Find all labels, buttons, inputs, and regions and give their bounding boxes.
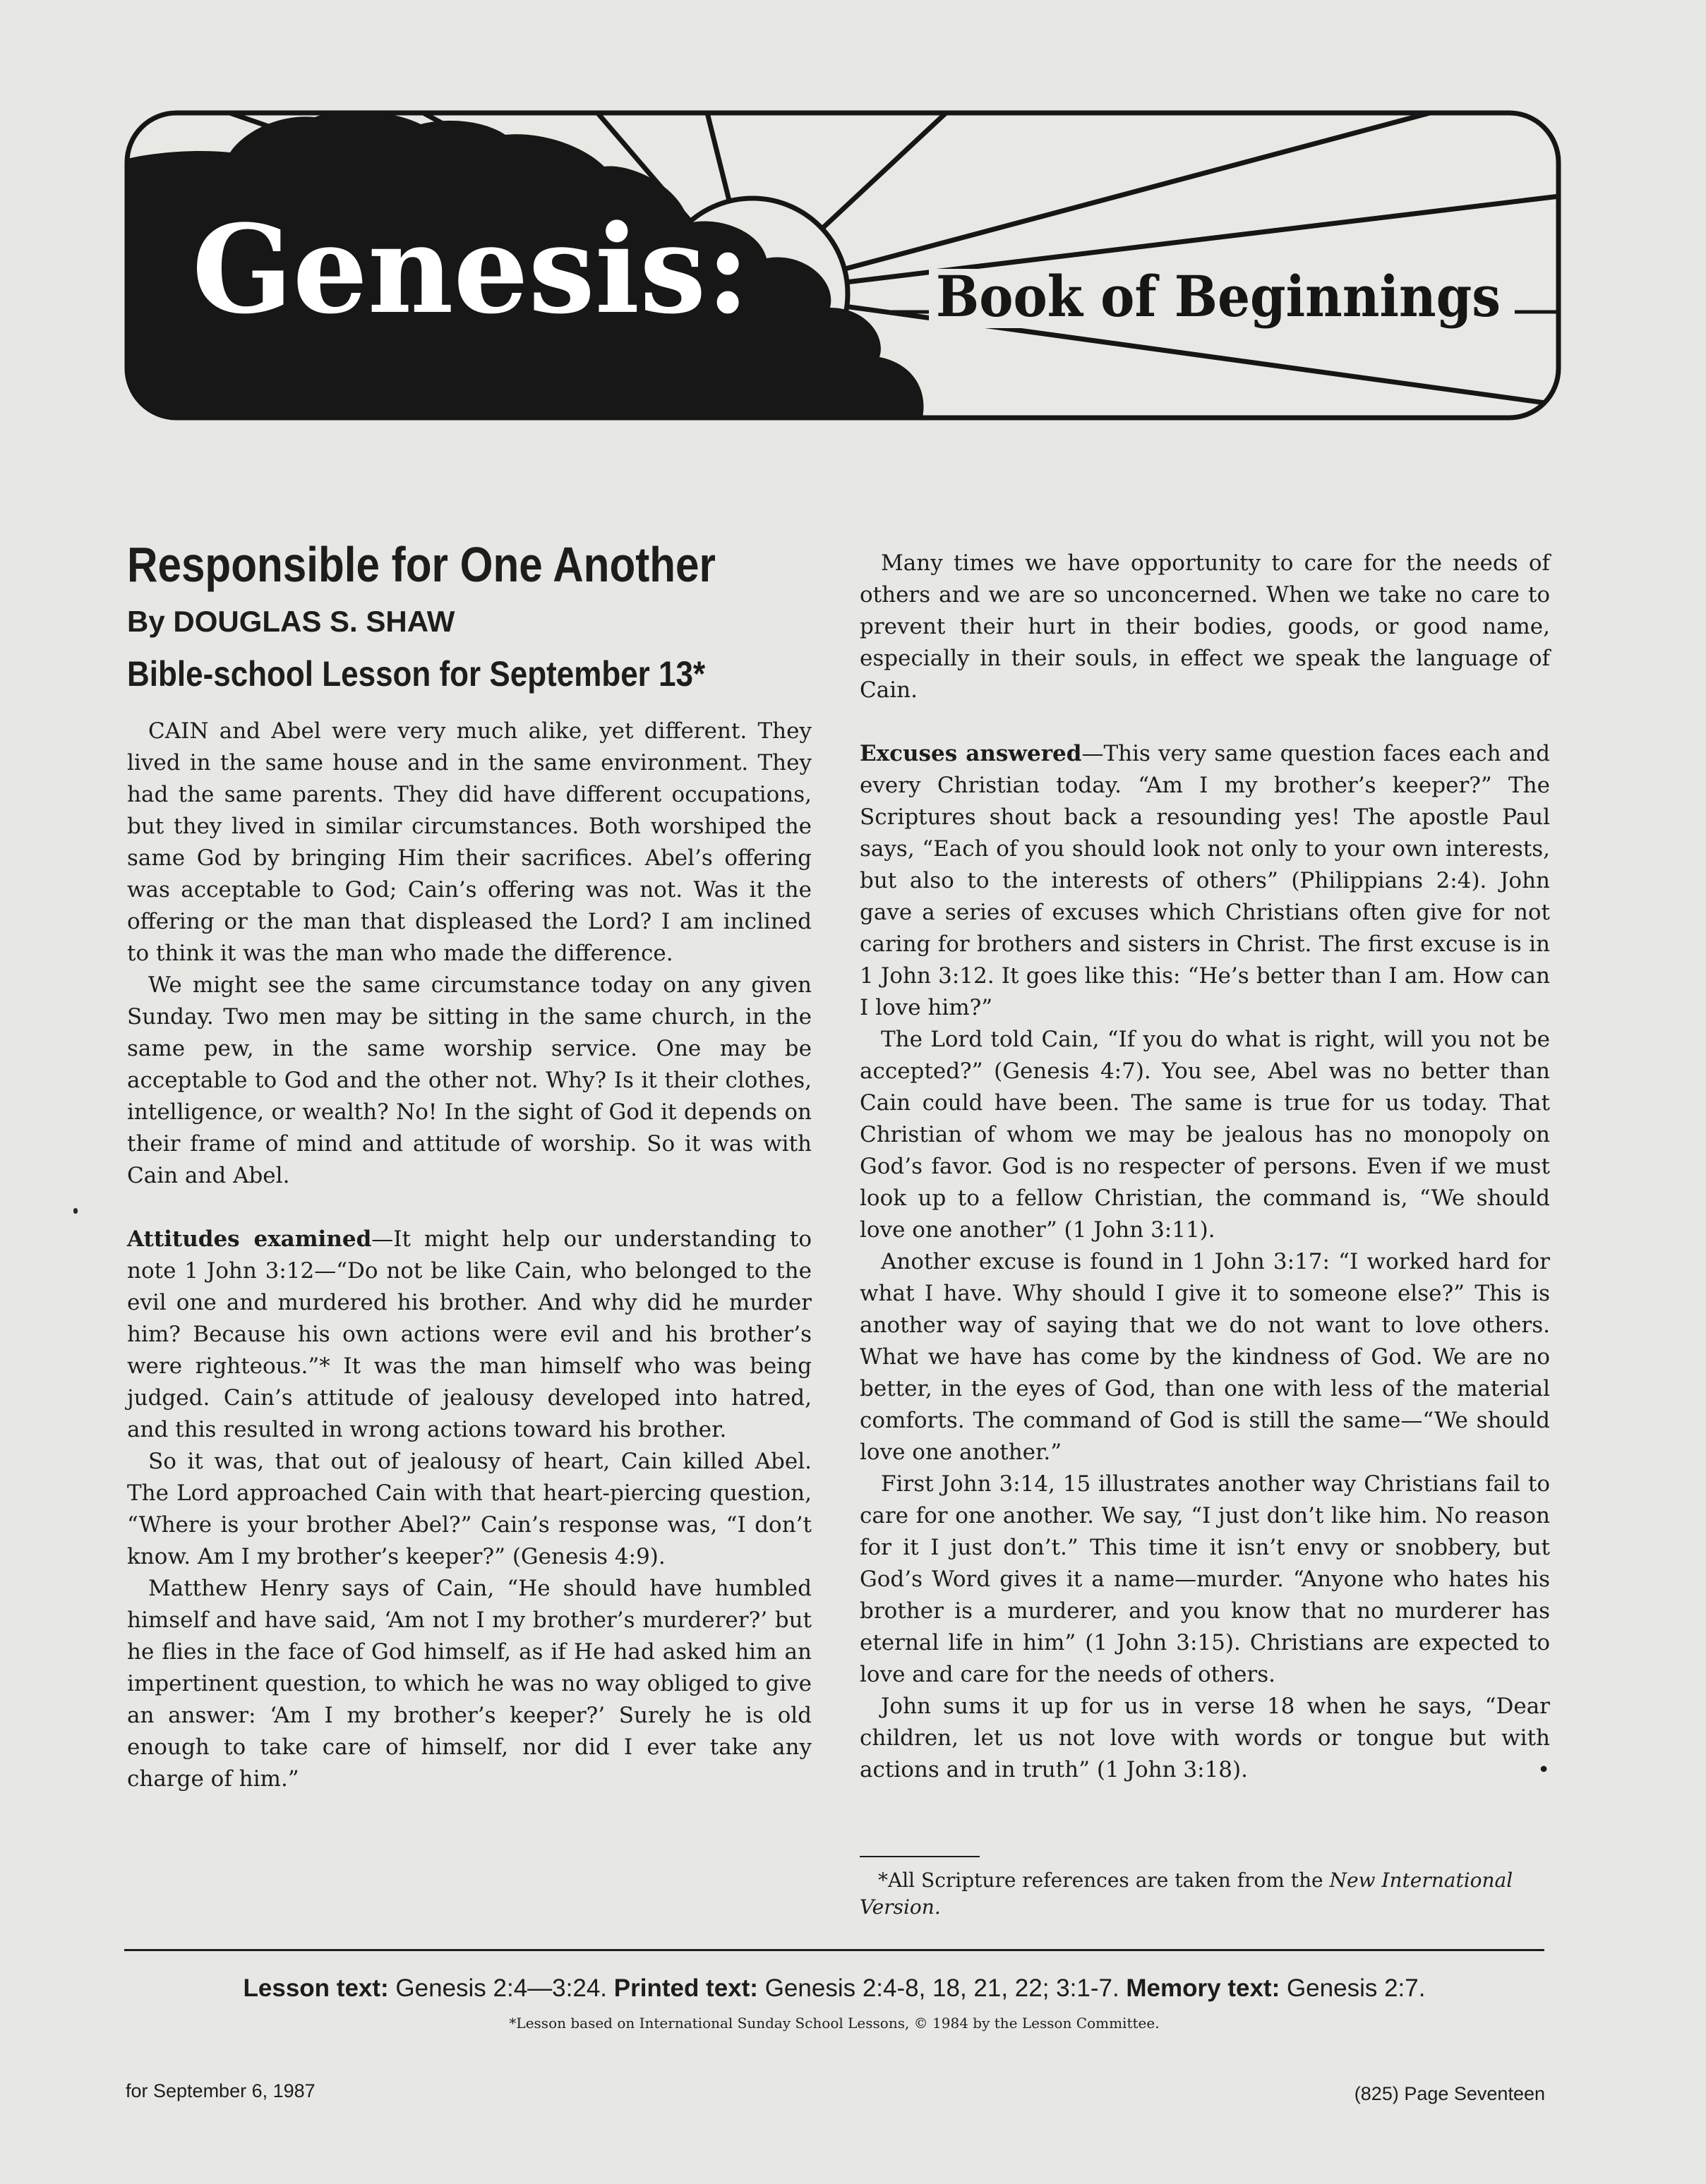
paragraph: Many times we have opportunity to care for the needs of others and we are so unconcerned. When we take no care to prevent their hurt in their bodies, goods, or good name, especially in their souls, in effect we speak the language of Cain.	[860, 550, 1550, 703]
footnote	[860, 1867, 1550, 1921]
paragraph: The Lord told Cain, “If you do what is right, will you not be accepted?” (Genesis 4:7). You see, Abel was no better than Cain could have been. The same is true for us today. That Christian of whom we may be jealous has no monopoly on God’s favor. God is no respecter of persons. Even if we must look up to a fellow Christian, the command is, “We should love one another” (1 John 3:11).	[860, 1027, 1550, 1243]
paragraph: So it was, that out of jealousy of heart, Cain killed Abel. The Lord approached Cain with that heart-piercing question, “Where is your brother Abel?” Cain’s response was, “I don’t know. Am I my brother’s keeper?” (Genesis 4:9).	[127, 1449, 812, 1569]
lesson-date-line: Bible-school Lesson for September 13*	[127, 654, 706, 694]
footnote-rule	[860, 1856, 980, 1857]
paragraph: CAIN and Abel were very much alike, yet different. They lived in the same house and in the same environment. They had the same parents. They did have different occupations, but they lived in similar circumstances. Both worshiped the same God by bringing Him their sacrifices. Abel’s offering was acceptable to God; Cain’s offering was not. Was it the offering or the man that displeased the Lord? I am inclined to think it was the man who made the difference.	[127, 718, 812, 966]
subhead-attitudes: Attitudes examined	[127, 1226, 372, 1252]
memory-text-label: Memory text:	[1126, 1974, 1280, 2002]
lesson-text-value: Genesis 2:4—3:24.	[388, 1974, 614, 2002]
article-left-column	[127, 536, 812, 1795]
subhead-excuses: Excuses answered	[860, 741, 1082, 766]
printed-text-value: Genesis 2:4-8, 18, 21, 22; 3:1-7.	[757, 1974, 1127, 2002]
banner-title: Genesis:	[192, 198, 750, 341]
excuses-text: —This very same question faces each and every Christian today. “Am I my brother’s keeper?” The Scriptures shout back a resounding yes! The apostle Paul says, “Each of you should look not only to your own interests, but also to the interests of others” (Philippians 2:4). John gave a series of excuses which Christians often give for not caring for brothers and sisters in Christ. The first excuse is in 1 John 3:12. It goes like this: “He’s better than I am. How can I love him?”	[860, 741, 1550, 1020]
printed-text-label: Printed text:	[613, 1974, 758, 2002]
closing-text: John sums it up for us in verse 18 when he says, “Dear children, let us not love with words or tongue but with actions and in truth” (1 John 3:18).	[860, 1694, 1550, 1782]
footnote-text: *All Scripture references are taken from the	[878, 1869, 1330, 1892]
lesson-text-label: Lesson text:	[243, 1974, 389, 2002]
end-mark: •	[1537, 1758, 1550, 1782]
paragraph: Matthew Henry says of Cain, “He should have humbled himself and have said, ‘Am not I my brother’s murderer?’ but he flies in the face of God himself, as if He had asked him an impertinent question, to which he was no way obliged to give an answer: ‘Am I my brother’s keeper?’ Surely he is old enough to take care of himself, nor did I ever take any charge of him.”	[127, 1576, 812, 1792]
stray-ink-mark	[73, 1208, 78, 1214]
attitudes-text: —It might help our understanding to note 1 John 3:12—“Do not be like Cain, who belonged to the evil one and murdered his brother. And why did he murder him? Because his own actions were evil and his brother’s were righteous.”* It was the man himself who was being judged. Cain’s attitude of jealousy developed into hatred, and this resulted in wrong actions toward his brother.	[127, 1226, 812, 1442]
paragraph: Another excuse is found in 1 John 3:17: “I worked hard for what I have. Why should I give it to someone else?” This is another way of saying that we do not want to love others. What we have has come by the kindness of God. We are no better, in the eyes of God, than one with less of the material comforts. The command of God is still the same—“We should love one another.”	[860, 1249, 1550, 1465]
footer-date: for September 6, 1987	[126, 2080, 316, 2101]
footnote-version: New International Version.	[860, 1869, 1513, 1919]
bottom-rule	[124, 1949, 1544, 1951]
article-right-column	[860, 548, 1550, 1786]
footer-page-number: (825) Page Seventeen	[1354, 2083, 1545, 2104]
excuses-paragraph	[860, 738, 1550, 1024]
lesson-info	[124, 1972, 1544, 2005]
paragraph: We might see the same circumstance today on any given Sunday. Two men may be sitting in the same church, in the same pew, in the same worship service. One may be acceptable to God and the other not. Why? Is it their clothes, intelligence, or wealth? No! In the sight of God it depends on their frame of mind and attitude of worship. So it was with Cain and Abel.	[127, 972, 812, 1188]
attitudes-paragraph	[127, 1224, 812, 1446]
memory-text-value: Genesis 2:7.	[1280, 1974, 1426, 2002]
lesson-credit: *Lesson based on International Sunday School Lessons, © 1984 by the Lesson Committee.	[509, 2015, 1160, 2032]
genesis-banner	[124, 110, 1561, 421]
paragraph: First John 3:14, 15 illustrates another way Christians fail to care for one another. We say, “I just don’t like him. No reason for it I just don’t.” This time it isn’t envy or snobbery, but God’s Word gives it a name—murder. “Anyone who hates his brother is a murderer, and you know that no murderer has eternal life in him” (1 John 3:15). Christians are expected to love and care for the needs of others.	[860, 1471, 1550, 1687]
closing-paragraph	[860, 1691, 1550, 1786]
article-title: Responsible for One Another	[127, 537, 716, 592]
article-byline: By DOUGLAS S. SHAW	[127, 605, 455, 638]
banner-subtitle: Book of Beginnings	[936, 263, 1501, 330]
